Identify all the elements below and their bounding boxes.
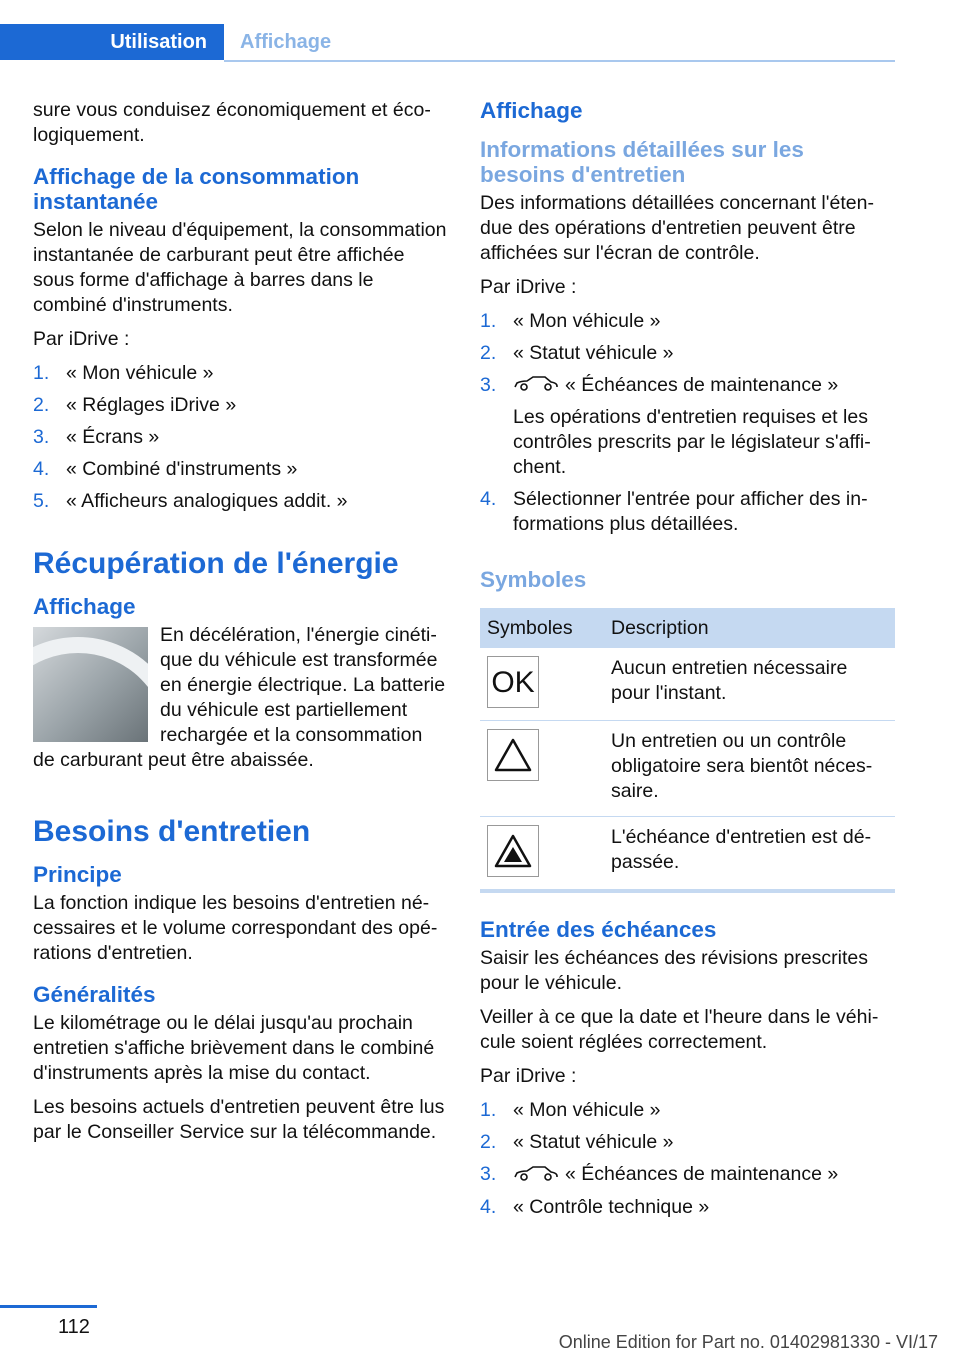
heading-affichage-left: Affichage (33, 594, 136, 619)
car-service-icon (513, 1163, 559, 1188)
list-item: 2. « Statut véhicule » (480, 1131, 674, 1154)
heading-affichage-right: Affichage (480, 98, 583, 123)
consumption-paragraph: Selon le niveau d'équipement, la consommation instantanée de carburant peut être affichée sous forme d'affichage à barres dans le combiné d'instruments. (33, 219, 447, 316)
recuperation-block (33, 623, 448, 782)
steps-list-consumption (33, 361, 448, 514)
car-service-icon (513, 373, 559, 398)
ok-symbol: OK (487, 656, 539, 708)
list-item: 3. « Écrans » (33, 426, 160, 448)
footer-divider (0, 1305, 97, 1308)
heading-consumption: Affichage de la consommation instantanée (33, 164, 360, 214)
heading-recuperation: Récupération de l'énergie (33, 547, 399, 580)
list-item: 1. « Mon véhicule » (33, 362, 214, 384)
right-column (480, 98, 895, 1230)
tab-utilisation[interactable]: Utilisation (0, 24, 224, 60)
info-paragraph: Des informations détaillées concernant l'étendue des opérations d'entretien peuvent être affichées sur l'écran de contrôle. (480, 192, 874, 264)
list-item: 3. « Échéances de maintenance » Les opérations d'entretien requises et les contrôles prescrits par le législateur s'affichent. (480, 374, 871, 479)
symbols-table (480, 608, 895, 893)
recuperation-paragraph: En décélération, l'énergie cinétique du véhicule est transformée en énergie électrique. La batterie du véhicule est partiellement rechargée et la consommation de carburant peut être abaissée. (33, 624, 446, 771)
generalites-paragraph-1: Le kilométrage ou le délai jusqu'au prochain entretien s'affiche brièvement dans le combiné d'instruments après la mise du contact. (33, 1012, 435, 1084)
header-tabs (0, 24, 895, 62)
header-divider (224, 60, 895, 62)
entree-paragraph-2: Veiller à ce que la date et l'heure dans le véhicule soient réglées correctement. (480, 1006, 879, 1054)
list-item: 4. « Combiné d'instruments » (33, 458, 298, 480)
table-row: Un entretien ou un contrôle obligatoire sera bientôt nécessaire. (480, 721, 895, 817)
entree-paragraph-1: Saisir les échéances des révisions prescrites pour le véhicule. (480, 947, 869, 995)
list-item: 4. « Contrôle technique » (480, 1195, 710, 1218)
heading-principe: Principe (33, 862, 122, 887)
warning-triangle-icon (487, 729, 539, 781)
idrive-label: Par iDrive : (33, 328, 130, 350)
intro-paragraph: sure vous conduisez économiquement et écologiquement. (33, 99, 431, 146)
heading-besoins: Besoins d'entretien (33, 815, 311, 848)
edition-note: Online Edition for Part no. 01402981330 - VI/17 (558, 1332, 938, 1352)
heading-info: Informations détaillées sur les besoins d'entretien (480, 137, 804, 187)
heading-generalites: Généralités (33, 982, 156, 1007)
idrive-label: Par iDrive : (480, 1065, 577, 1088)
tab-affichage[interactable]: Affichage (240, 31, 332, 53)
table-row: OK Aucun entretien nécessaire pour l'instant. (480, 648, 895, 721)
list-item: 1. « Mon véhicule » (480, 1099, 661, 1122)
heading-symboles: Symboles (480, 567, 587, 593)
left-column (33, 98, 448, 1154)
list-item: 2. « Réglages iDrive » (33, 394, 237, 416)
principe-paragraph: La fonction indique les besoins d'entretien nécessaires et le volume correspondant des opérations d'entretien. (33, 892, 438, 964)
list-item: 3. « Échéances de maintenance » (480, 1162, 895, 1187)
steps-list-entree (480, 1098, 895, 1219)
list-item: 1. « Mon véhicule » (480, 310, 661, 332)
page-number: 112 (58, 1316, 90, 1338)
list-item: 5. « Afficheurs analogiques addit. » (33, 490, 348, 512)
heading-entree: Entrée des échéances (480, 917, 717, 943)
hazard-triangle-icon (487, 825, 539, 877)
list-item: 2. « Statut véhicule » (480, 342, 674, 364)
idrive-label: Par iDrive : (480, 276, 577, 298)
generalites-paragraph-2: Les besoins actuels d'entretien peuvent être lus par le Conseiller Service sur la télécommande. (33, 1096, 445, 1143)
steps-list-info (480, 309, 895, 537)
table-header-symboles: Symboles (480, 608, 604, 648)
gauge-image (33, 627, 148, 742)
table-header-description: Description (604, 608, 895, 648)
list-item: 4. Sélectionner l'entrée pour afficher des informations plus détaillées. (480, 488, 868, 536)
table-row: L'échéance d'entretien est dépassée. (480, 817, 895, 892)
